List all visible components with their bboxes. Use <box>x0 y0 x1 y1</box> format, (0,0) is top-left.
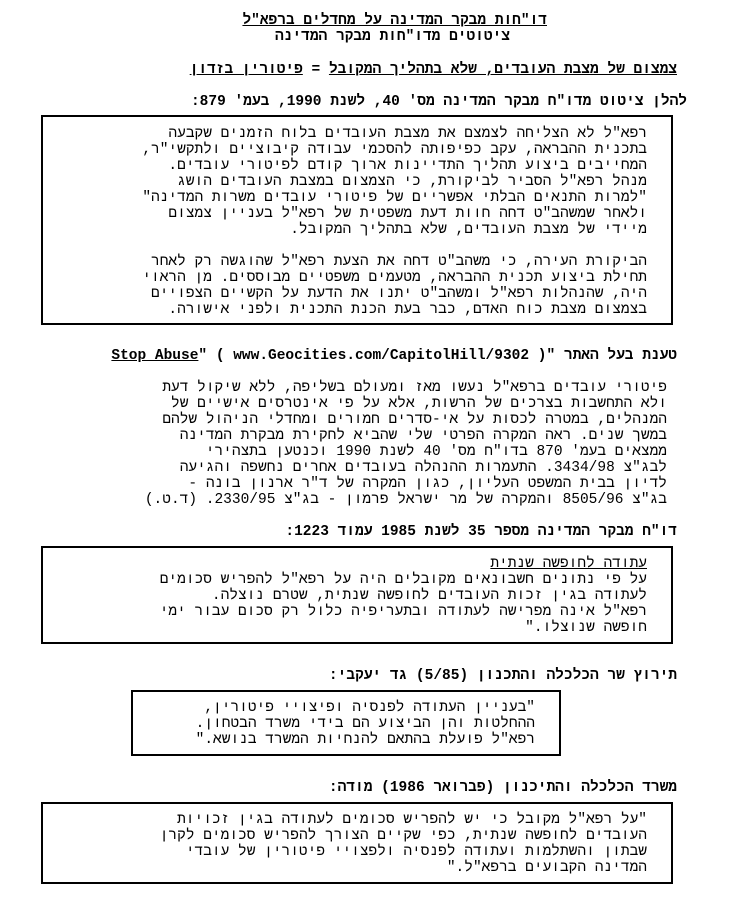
cite3-intro: תירוץ שר הכלכלה והתכנון (5/85) גד יעקבי: <box>328 668 677 684</box>
cite4-box <box>41 802 673 884</box>
cite2-box <box>41 546 673 644</box>
cite1-line: מיידי של מצבת העובדים, שלא בתהליך המקובל. <box>290 222 647 238</box>
cite3-box <box>131 690 561 756</box>
topic-left: צמצום של מצבת העובדים, שלא בתהליך המקובל <box>328 62 677 78</box>
cite1-intro: להלן ציטוט מדו"ח מבקר המדינה מס' 40, לשנת 1990, בעמ' 879: <box>190 94 687 110</box>
topic-eq: = <box>311 62 321 78</box>
claim-intro: טענת בעל האתר <box>563 348 677 364</box>
cite1-line: מנהל רפא"ל הסביר לביקורת, כי הצמצום במצבת העובדים הושג <box>177 174 647 190</box>
cite4-intro: משרד הכלכלה והתיכנון (פברואר 1986) מודה: <box>328 780 677 796</box>
page-subtitle: ציטוטים מדו"חות מבקר המדינה <box>275 29 510 45</box>
cite2-line: חופשה שנוצלו." <box>525 620 647 636</box>
site-name: Stop Abuse <box>111 348 199 364</box>
topic-line <box>190 62 677 78</box>
cite4-line: "על רפא"ל מקובל כי יש להפריש סכומים לעתודה בגין זכויות <box>177 812 647 828</box>
page-title: דו"חות מבקר המדינה על מחדלים ברפא"ל <box>242 13 547 29</box>
cite2-line: רפא"ל אינה מפרישה לעתודה ובתעריפיה כלול רק סכום עבור ימי <box>159 604 647 620</box>
cite1-line: ולאחר שמשהב"ט דחה חוות דעת משפטית של רפא"ל בעניין צמצום <box>168 206 647 222</box>
cite3-line: רפא"ל פועלת בהתאם להנחיות המשרד בנושא." <box>195 732 535 748</box>
cite1-line2: תחילת ביצוע תכנית ההבראה, מטעמים משפטיים מבוססים. מן הראוי <box>142 270 647 286</box>
claim-line: לדיון בבית המשפט העליון, כגון המקרה של ד"ר ארנון בונה - <box>188 476 667 492</box>
cite1-line2: הביקורת העירה, כי משהב"ט דחה את הצעת רפא"ל שהוגשה רק לאחר <box>151 254 647 270</box>
cite3-line: "בעניין העתודה לפנסיה ופיצויי פיטורין, <box>204 700 535 716</box>
claim-intro-line: טענת בעל האתר "Stop Abuse" ( www.Geocities.com/CapitolHill/9302 ) <box>111 348 677 364</box>
claim-line: המנהלים, במטרה לכסות על אי-סדרים חמורים ומחדלי הניהול שלהם <box>162 412 667 428</box>
topic-right: פיטורין בזדון <box>189 62 303 78</box>
cite4-line: העובדים לחופשה שנתית, כפי שקיים הצורך להפריש סכומים לקרן <box>159 828 647 844</box>
cite4-line: שבתון והשתלמות ועתודה לפנסיה ולפצויי פיטורין של עובדי <box>185 844 647 860</box>
cite2-line: על פי נתונים חשבונאים מקובלים היה על רפא"ל להפריש סכומים <box>159 572 647 588</box>
claim-line: במשך שנים. ראה המקרה הפרטי שלי שהביא לחקירת מבקרת המדינה <box>179 428 667 444</box>
claim-line: ממצאים בעמ' 870 בדו"ח מס' 40 לשנת 1990 וכנטען בתצהירי <box>205 444 667 460</box>
cite1-line: רפא"ל לא הצליחה לצמצם את מצבת העובדים בלוח הזמנים שקבעה <box>168 126 647 142</box>
cite1-box <box>41 115 673 325</box>
cite2-heading: עתודה לחופשה שנתית <box>490 556 647 572</box>
claim-line: פיטורי עובדים ברפא"ל נעשו מאז ומעולם בשליפה, ללא שיקול דעת <box>162 380 667 396</box>
cite1-line2: היה, שהנהלות רפא"ל ומשהב"ט יתנו את הדעת על הקשיים הצפויים <box>151 286 647 302</box>
cite2-line: לעתודה בגין זכות העובדים לחופשה שנתית, שטרם נוצלה. <box>211 588 647 604</box>
cite4-line: המדינה הקבועים ברפא"ל." <box>446 860 647 876</box>
cite1-line2: בצמצום מצבת כוח האדם, כבר בעת הכנת התכנית ולפני אישורה. <box>168 302 647 318</box>
claim-line: בג"צ 8505/96 והמקרה של מר ישראל פרמון - בג"צ 2330/95. (ד.ט.) <box>144 492 667 508</box>
claim-line: לבג"צ 3434/98. התעמרות ההנהלה בעובדים אחרים נחשפה והגיעה <box>179 460 667 476</box>
cite1-line: בתכנית ההבראה, עקב כפיפותה להסכמי עבודה קיבוציים ולתקשי"ר, <box>142 142 647 158</box>
cite1-line: המחייבים ביצוע תהליך התדיינות ארוך קודם לפיטורי עובדים. <box>168 158 647 174</box>
cite3-line: ההחלטות והן הביצוע הם בידי משרד הבטחון. <box>195 716 535 732</box>
claim-line: ולא התחשבות בצרכים של הרשות, אלא על פי אינטרסים אישיים של <box>171 396 667 412</box>
cite2-intro: דו"ח מבקר המדינה מספר 35 לשנת 1985 עמוד 1223: <box>285 524 677 540</box>
cite1-line: "למרות התנאים הבלתי אפשריים של פיטורי עובדים משרות המדינה" <box>142 190 647 206</box>
site-url[interactable]: ( www.Geocities.com/CapitolHill/9302 ) <box>215 348 547 364</box>
